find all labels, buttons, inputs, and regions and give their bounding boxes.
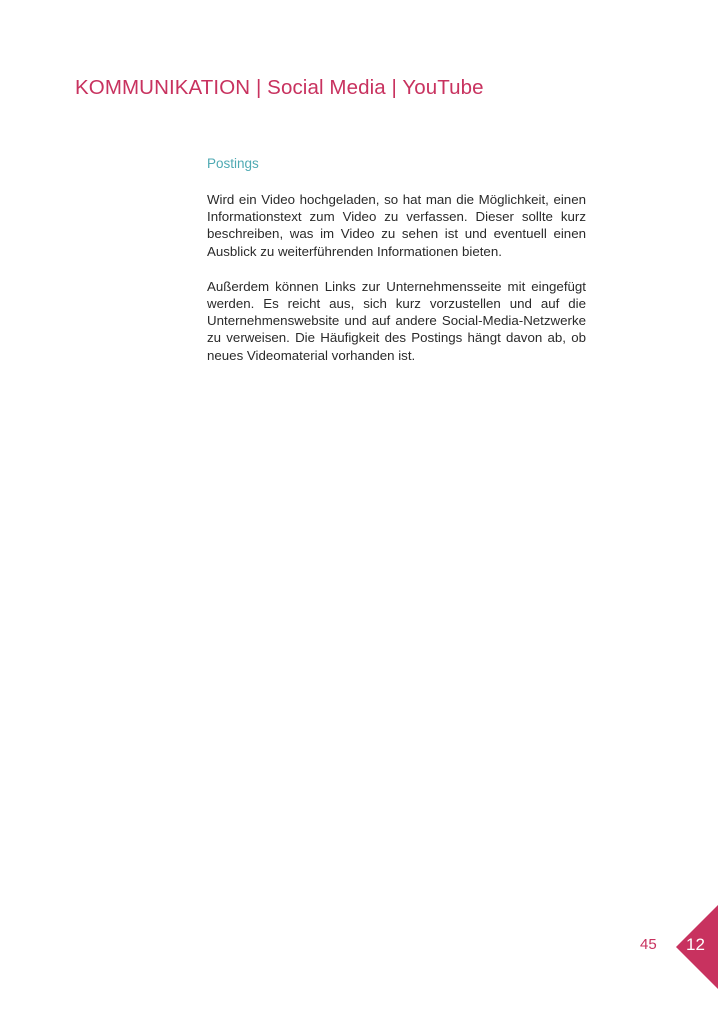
page-number: 45 [640, 936, 657, 953]
paragraph: Wird ein Video hochgeladen, so hat man die Möglichkeit, einen Informationstext zum Video zu verfassen. Dieser sollte kurz beschreiben, was im Video zu sehen ist und eventuell einen Ausblick zu weiterführenden Informationen bieten. [207, 192, 586, 259]
content-section [207, 155, 586, 382]
chapter-number: 12 [686, 935, 705, 954]
paragraph: Außerdem können Links zur Unternehmensseite mit eingefügt werden. Es reicht aus, sich kurz vorzustellen und auf die Unternehmenswebsite und auf andere Social-Media-Netzwerke zu verweisen. Die Häufigkeit des Postings hängt davon ab, ob neues Videomaterial vorhanden ist. [207, 278, 586, 363]
section-heading: Postings [207, 156, 259, 171]
page-title: KOMMUNIKATION | Social Media | YouTube [75, 76, 484, 99]
